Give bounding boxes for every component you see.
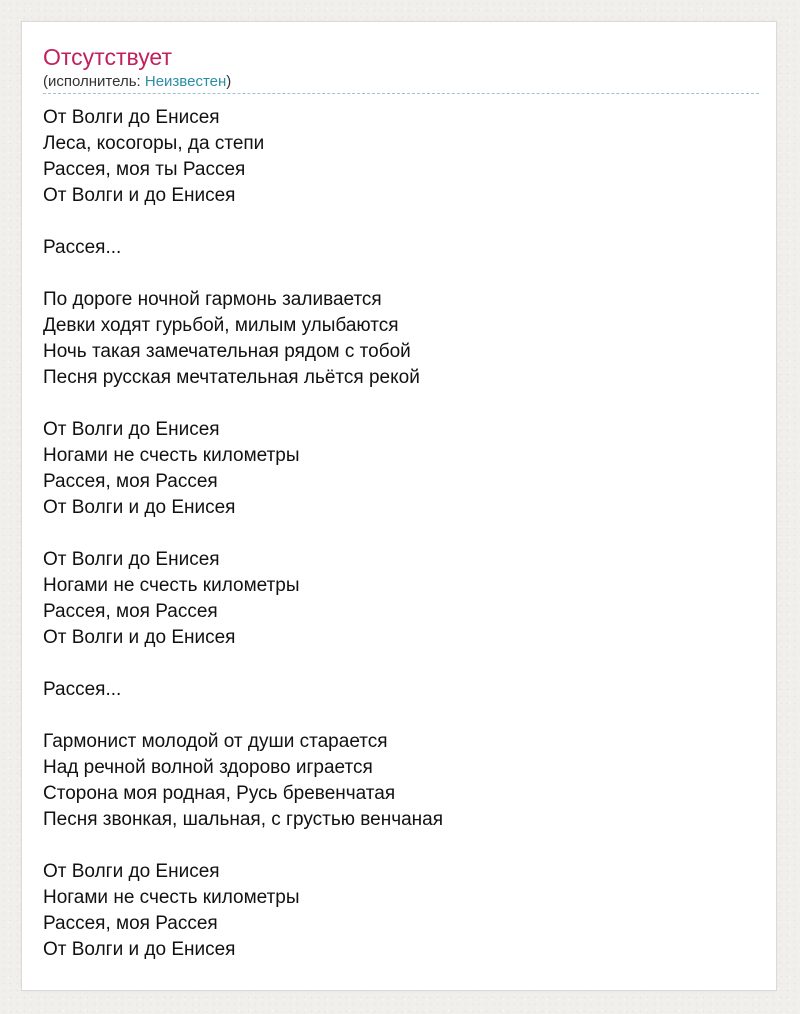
lyric-line: Рассея, моя Рассея <box>43 913 218 934</box>
artist-suffix: ) <box>226 73 232 90</box>
artist-line <box>43 72 759 92</box>
lyric-line: Песня звонкая, шальная, с грустью венчаная <box>43 809 444 830</box>
lyrics-card <box>21 21 777 991</box>
lyric-line: Ногами не счесть километры <box>43 445 300 466</box>
lyric-line: Ногами не счесть километры <box>43 575 300 596</box>
stanza-5 <box>43 547 759 651</box>
stanza-8 <box>43 859 759 963</box>
lyric-line: Ночь такая замечательная рядом с тобой <box>43 341 411 362</box>
lyrics-body <box>43 105 759 989</box>
stanza-4 <box>43 417 759 521</box>
stanza-1 <box>43 105 759 209</box>
lyric-line: От Волги до Енисея <box>43 107 220 128</box>
lyric-line: Ногами не счесть километры <box>43 887 300 908</box>
lyric-line: Рассея, моя ты Рассея <box>43 159 246 180</box>
lyric-line: Гармонист молодой от души старается <box>43 731 388 752</box>
stanza-3 <box>43 287 759 391</box>
lyric-line: Рассея, моя Рассея <box>43 471 218 492</box>
artist-link[interactable]: Неизвестен <box>144 73 227 90</box>
lyric-line: Рассея... <box>43 679 122 700</box>
lyric-line: От Волги и до Енисея <box>43 185 236 206</box>
lyric-line: От Волги и до Енисея <box>43 939 236 960</box>
stanza-7 <box>43 729 759 833</box>
song-title: Отсутствует <box>43 44 172 70</box>
stanza-6 <box>43 677 759 703</box>
lyric-line: По дороге ночной гармонь заливается <box>43 289 382 310</box>
lyric-line: Леса, косогоры, да степи <box>43 133 265 154</box>
stanza-2 <box>43 235 759 261</box>
lyric-line: От Волги до Енисея <box>43 549 220 570</box>
lyric-line: Над речной волной здорово играется <box>43 757 373 778</box>
lyric-line: Песня русская мечтательная льётся рекой <box>43 367 420 388</box>
lyric-line: Сторона моя родная, Русь бревенчатая <box>43 783 396 804</box>
lyric-line: От Волги до Енисея <box>43 861 220 882</box>
lyric-line: Девки ходят гурьбой, милым улыбаются <box>43 315 399 336</box>
lyric-line: От Волги до Енисея <box>43 419 220 440</box>
lyric-line: От Волги и до Енисея <box>43 627 236 648</box>
lyric-line: От Волги и до Енисея <box>43 497 236 518</box>
artist-prefix: (исполнитель: <box>43 73 145 90</box>
lyric-line: Рассея... <box>43 237 122 258</box>
lyric-line: Рассея, моя Рассея <box>43 601 218 622</box>
song-header <box>43 42 759 94</box>
